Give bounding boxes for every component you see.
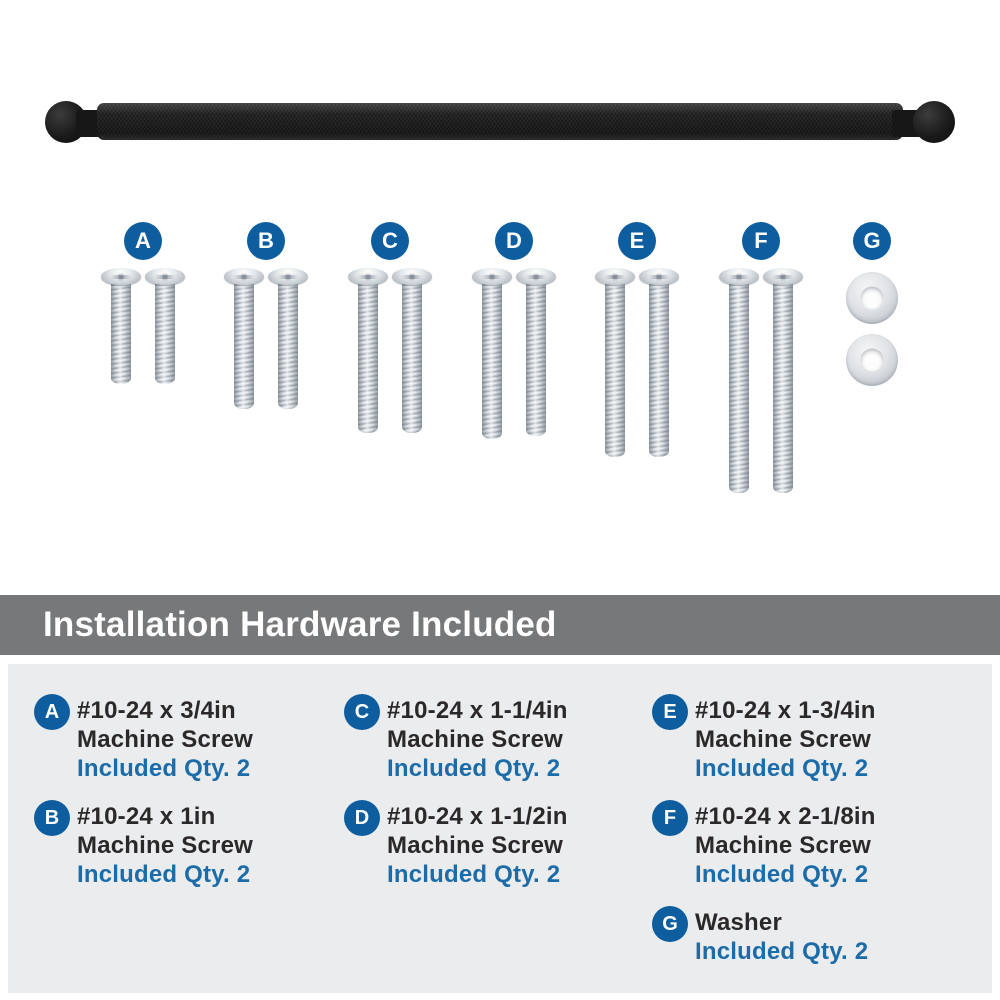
machine-screw-image: [637, 268, 681, 457]
hardware-qty: Included Qty. 2: [77, 755, 251, 782]
machine-screw-image: [346, 268, 390, 433]
diagram-item-g: [817, 222, 927, 260]
hardware-name: Machine Screw: [77, 832, 254, 859]
washer-image: [846, 334, 898, 386]
pull-knurled-bar: [97, 103, 903, 140]
pull-end-ball-right: [913, 101, 955, 143]
diagram-item-b: [211, 222, 321, 260]
list-badge-g: G: [652, 906, 688, 942]
diagram-item-a: [88, 222, 198, 260]
hardware-entry-f: [652, 800, 876, 889]
list-badge-f: F: [652, 800, 688, 836]
hardware-size: #10-24 x 1in: [77, 803, 216, 830]
machine-screw-image: [514, 268, 558, 436]
diagram-item-e: [582, 222, 692, 260]
machine-screw-image: [717, 268, 761, 493]
section-title: Installation Hardware Included: [43, 605, 557, 644]
hardware-name: Machine Screw: [77, 726, 254, 753]
hardware-size: #10-24 x 3/4in: [77, 697, 236, 724]
hardware-diagram: [0, 222, 1000, 512]
hardware-entry-g: [652, 906, 868, 966]
list-badge-c: C: [344, 694, 380, 730]
hardware-name: Machine Screw: [695, 832, 872, 859]
list-badge-b: B: [34, 800, 70, 836]
hardware-entry-c: [344, 694, 568, 783]
section-header-band: [0, 595, 1000, 655]
machine-screw-image: [99, 268, 143, 384]
hardware-qty: Included Qty. 2: [695, 861, 869, 888]
hardware-qty: Included Qty. 2: [387, 755, 561, 782]
hardware-size: #10-24 x 2-1/8in: [695, 803, 876, 830]
label-badge-c: C: [371, 222, 409, 260]
label-badge-f: F: [742, 222, 780, 260]
machine-screw-image: [390, 268, 434, 433]
machine-screw-image: [761, 268, 805, 493]
list-badge-d: D: [344, 800, 380, 836]
hardware-name: Machine Screw: [695, 726, 872, 753]
hardware-entry-e: [652, 694, 876, 783]
hardware-entry-a: [34, 694, 253, 783]
diagram-item-f: [706, 222, 816, 260]
hardware-qty: Included Qty. 2: [695, 755, 869, 782]
hardware-size: #10-24 x 1-1/2in: [387, 803, 568, 830]
list-badge-e: E: [652, 694, 688, 730]
label-badge-e: E: [618, 222, 656, 260]
hardware-entry-b: [34, 800, 253, 889]
hardware-size: #10-24 x 1-3/4in: [695, 697, 876, 724]
hardware-qty: Included Qty. 2: [387, 861, 561, 888]
label-badge-d: D: [495, 222, 533, 260]
label-badge-a: A: [124, 222, 162, 260]
machine-screw-image: [222, 268, 266, 409]
hardware-name: Machine Screw: [387, 832, 564, 859]
diagram-item-d: [459, 222, 569, 260]
hardware-size: Washer: [695, 909, 783, 936]
machine-screw-image: [470, 268, 514, 439]
hardware-size: #10-24 x 1-1/4in: [387, 697, 568, 724]
hardware-name: Machine Screw: [387, 726, 564, 753]
machine-screw-image: [593, 268, 637, 457]
hardware-qty: Included Qty. 2: [695, 938, 869, 965]
machine-screw-image: [143, 268, 187, 384]
list-badge-a: A: [34, 694, 70, 730]
machine-screw-image: [266, 268, 310, 409]
label-badge-b: B: [247, 222, 285, 260]
hardware-list-panel: [8, 664, 992, 993]
label-badge-g: G: [853, 222, 891, 260]
hardware-entry-d: [344, 800, 568, 889]
diagram-item-c: [335, 222, 445, 260]
hardware-qty: Included Qty. 2: [77, 861, 251, 888]
washer-image: [846, 272, 898, 324]
